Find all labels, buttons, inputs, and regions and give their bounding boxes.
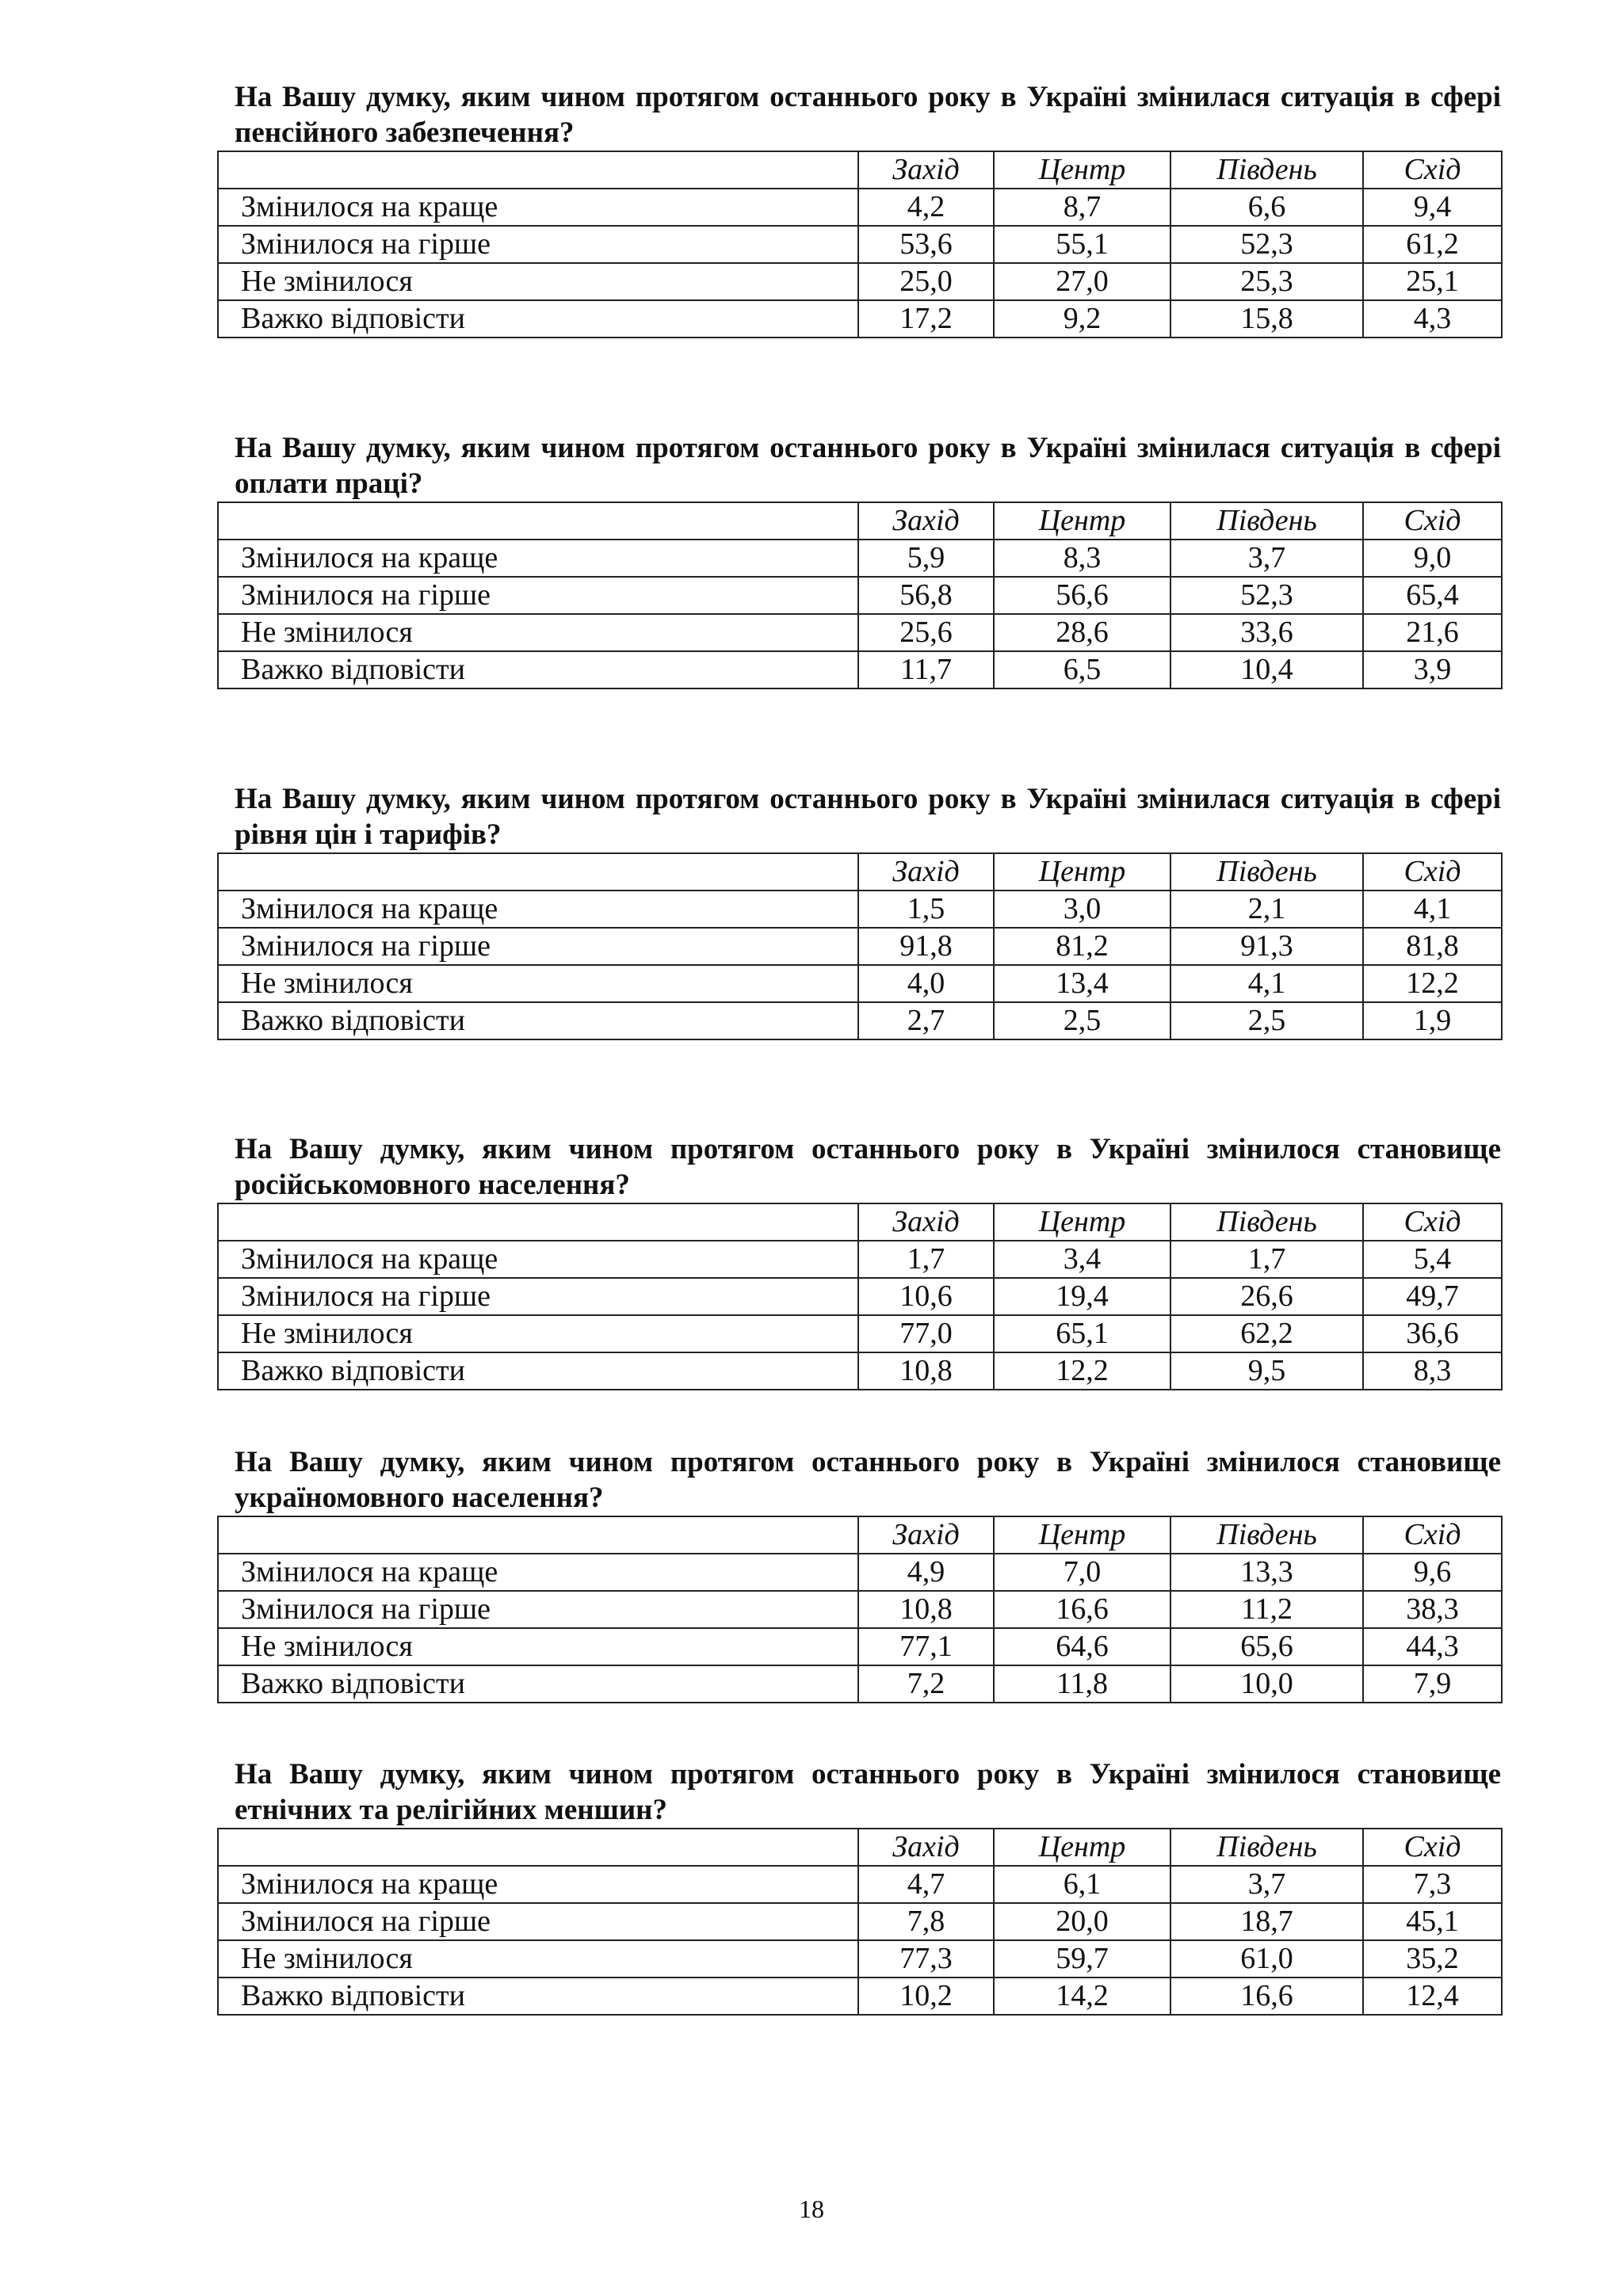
value-cell: 2,5 [994,1002,1170,1039]
results-table [217,1516,1503,1703]
value-cell: 9,0 [1363,540,1502,577]
value-cell: 36,6 [1363,1315,1502,1352]
results-table [217,502,1503,689]
header-blank-cell [218,1203,858,1241]
column-header: Центр [994,853,1170,891]
value-cell: 64,6 [994,1628,1170,1665]
table-row [218,651,1502,688]
value-cell: 12,4 [1363,1978,1502,2015]
value-cell: 13,4 [994,965,1170,1002]
value-cell: 21,6 [1363,614,1502,651]
value-cell: 52,3 [1170,577,1363,614]
value-cell: 9,5 [1170,1352,1363,1390]
value-cell: 5,4 [1363,1241,1502,1278]
survey-section [217,430,1501,689]
value-cell: 12,2 [1363,965,1502,1002]
value-cell: 1,7 [858,1241,994,1278]
value-cell: 18,7 [1170,1903,1363,1940]
row-label: Важко відповісти [218,1978,858,2015]
row-label: Не змінилося [218,614,858,651]
value-cell: 2,5 [1170,1002,1363,1039]
value-cell: 61,2 [1363,226,1502,263]
table-header-row [218,1516,1502,1554]
table-row [218,189,1502,226]
row-label: Не змінилося [218,1628,858,1665]
value-cell: 4,9 [858,1554,994,1591]
question-heading: На Вашу думку, яким чином протягом останнього року в Україні змінилася ситуація в сфері рівня цін і тарифів? [235,783,1501,851]
value-cell: 25,6 [858,614,994,651]
value-cell: 49,7 [1363,1278,1502,1315]
value-cell: 9,6 [1363,1554,1502,1591]
value-cell: 10,0 [1170,1665,1363,1703]
value-cell: 4,7 [858,1866,994,1903]
value-cell: 59,7 [994,1940,1170,1978]
column-header: Захід [858,151,994,189]
table-row [218,1940,1502,1978]
value-cell: 53,6 [858,226,994,263]
table-row [218,928,1502,965]
value-cell: 11,2 [1170,1591,1363,1628]
column-header: Захід [858,1203,994,1241]
value-cell: 3,7 [1170,540,1363,577]
row-label: Змінилося на краще [218,540,858,577]
header-blank-cell [218,151,858,189]
row-label: Змінилося на краще [218,1241,858,1278]
table-row [218,1352,1502,1390]
row-label: Важко відповісти [218,651,858,688]
table-row [218,1002,1502,1039]
value-cell: 35,2 [1363,1940,1502,1978]
value-cell: 4,0 [858,965,994,1002]
row-label: Не змінилося [218,1315,858,1352]
value-cell: 65,4 [1363,577,1502,614]
value-cell: 8,3 [994,540,1170,577]
value-cell: 77,1 [858,1628,994,1665]
table-header-row [218,1203,1502,1241]
row-label: Змінилося на краще [218,1866,858,1903]
page-number: 18 [799,2195,824,2223]
header-blank-cell [218,853,858,891]
table-row [218,1591,1502,1628]
value-cell: 7,0 [994,1554,1170,1591]
column-header: Південь [1170,151,1363,189]
value-cell: 9,4 [1363,189,1502,226]
value-cell: 52,3 [1170,226,1363,263]
question-heading: На Вашу думку, яким чином протягом останнього року в Україні змінилася ситуація в сфері пенсійного забезпечення? [235,81,1501,149]
value-cell: 12,2 [994,1352,1170,1390]
value-cell: 10,4 [1170,651,1363,688]
question-heading: На Вашу думку, яким чином протягом останнього року в Україні змінилася ситуація в сфері оплати праці? [235,432,1501,500]
column-header: Захід [858,502,994,540]
row-label: Важко відповісти [218,1665,858,1703]
value-cell: 9,2 [994,300,1170,338]
row-label: Важко відповісти [218,300,858,338]
table-header-row [218,1829,1502,1866]
header-blank-cell [218,502,858,540]
table-header-row [218,502,1502,540]
results-table [217,1828,1503,2016]
value-cell: 10,2 [858,1978,994,2015]
value-cell: 91,3 [1170,928,1363,965]
column-header: Схід [1363,853,1502,891]
value-cell: 61,0 [1170,1940,1363,1978]
row-label: Змінилося на краще [218,891,858,928]
value-cell: 4,2 [858,189,994,226]
table-row [218,1665,1502,1703]
value-cell: 91,8 [858,928,994,965]
value-cell: 5,9 [858,540,994,577]
value-cell: 56,6 [994,577,1170,614]
value-cell: 4,1 [1170,965,1363,1002]
value-cell: 10,8 [858,1352,994,1390]
value-cell: 1,9 [1363,1002,1502,1039]
value-cell: 2,7 [858,1002,994,1039]
survey-section [217,781,1501,1040]
value-cell: 1,5 [858,891,994,928]
value-cell: 11,7 [858,651,994,688]
column-header: Схід [1363,1203,1502,1241]
value-cell: 8,7 [994,189,1170,226]
value-cell: 13,3 [1170,1554,1363,1591]
value-cell: 7,8 [858,1903,994,1940]
column-header: Центр [994,1516,1170,1554]
value-cell: 6,1 [994,1866,1170,1903]
value-cell: 16,6 [1170,1978,1363,2015]
table-row [218,1278,1502,1315]
question-heading: На Вашу думку, яким чином протягом останнього року в Україні змінилося становище етнічних та релігійних меншин? [235,1758,1501,1826]
column-header: Схід [1363,151,1502,189]
row-label: Змінилося на гірше [218,577,858,614]
column-header: Схід [1363,502,1502,540]
column-header: Схід [1363,1516,1502,1554]
column-header: Центр [994,1203,1170,1241]
value-cell: 3,7 [1170,1866,1363,1903]
value-cell: 4,1 [1363,891,1502,928]
row-label: Важко відповісти [218,1002,858,1039]
value-cell: 2,1 [1170,891,1363,928]
value-cell: 44,3 [1363,1628,1502,1665]
row-label: Змінилося на гірше [218,226,858,263]
value-cell: 8,3 [1363,1352,1502,1390]
value-cell: 6,5 [994,651,1170,688]
row-label: Змінилося на гірше [218,1591,858,1628]
row-label: Не змінилося [218,263,858,300]
value-cell: 7,9 [1363,1665,1502,1703]
question-heading: На Вашу думку, яким чином протягом останнього року в Україні змінилося становище україномовного населення? [235,1446,1501,1514]
survey-section [217,1444,1501,1703]
table-row [218,1903,1502,1940]
table-row [218,1554,1502,1591]
column-header: Центр [994,1829,1170,1866]
row-label: Змінилося на краще [218,1554,858,1591]
value-cell: 81,2 [994,928,1170,965]
column-header: Південь [1170,853,1363,891]
table-row [218,891,1502,928]
value-cell: 10,6 [858,1278,994,1315]
table-row [218,1628,1502,1665]
row-label: Не змінилося [218,965,858,1002]
value-cell: 16,6 [994,1591,1170,1628]
table-row [218,577,1502,614]
value-cell: 6,6 [1170,189,1363,226]
value-cell: 45,1 [1363,1903,1502,1940]
value-cell: 55,1 [994,226,1170,263]
survey-section [217,1756,1501,2016]
value-cell: 77,0 [858,1315,994,1352]
results-table [217,852,1503,1040]
table-row [218,1241,1502,1278]
header-blank-cell [218,1829,858,1866]
table-header-row [218,853,1502,891]
column-header: Південь [1170,1203,1363,1241]
value-cell: 25,3 [1170,263,1363,300]
value-cell: 25,0 [858,263,994,300]
value-cell: 15,8 [1170,300,1363,338]
value-cell: 81,8 [1363,928,1502,965]
value-cell: 3,9 [1363,651,1502,688]
table-row [218,1978,1502,2015]
column-header: Південь [1170,1829,1363,1866]
table-row [218,226,1502,263]
column-header: Південь [1170,1516,1363,1554]
value-cell: 27,0 [994,263,1170,300]
header-blank-cell [218,1516,858,1554]
value-cell: 14,2 [994,1978,1170,2015]
value-cell: 25,1 [1363,263,1502,300]
row-label: Змінилося на гірше [218,1278,858,1315]
value-cell: 1,7 [1170,1241,1363,1278]
column-header: Центр [994,502,1170,540]
survey-section [217,1131,1501,1390]
value-cell: 62,2 [1170,1315,1363,1352]
value-cell: 19,4 [994,1278,1170,1315]
value-cell: 65,1 [994,1315,1170,1352]
value-cell: 20,0 [994,1903,1170,1940]
value-cell: 11,8 [994,1665,1170,1703]
column-header: Захід [858,1829,994,1866]
value-cell: 4,3 [1363,300,1502,338]
survey-section [217,79,1501,338]
row-label: Змінилося на гірше [218,1903,858,1940]
table-row [218,263,1502,300]
value-cell: 38,3 [1363,1591,1502,1628]
table-header-row [218,151,1502,189]
table-row [218,540,1502,577]
value-cell: 7,3 [1363,1866,1502,1903]
row-label: Змінилося на краще [218,189,858,226]
row-label: Важко відповісти [218,1352,858,1390]
column-header: Центр [994,151,1170,189]
table-row [218,1866,1502,1903]
row-label: Не змінилося [218,1940,858,1978]
value-cell: 3,4 [994,1241,1170,1278]
question-heading: На Вашу думку, яким чином протягом останнього року в Україні змінилося становище російськомовного населення? [235,1133,1501,1201]
column-header: Захід [858,1516,994,1554]
value-cell: 7,2 [858,1665,994,1703]
column-header: Схід [1363,1829,1502,1866]
value-cell: 56,8 [858,577,994,614]
row-label: Змінилося на гірше [218,928,858,965]
column-header: Захід [858,853,994,891]
value-cell: 3,0 [994,891,1170,928]
value-cell: 10,8 [858,1591,994,1628]
table-row [218,1315,1502,1352]
table-row [218,614,1502,651]
value-cell: 33,6 [1170,614,1363,651]
column-header: Південь [1170,502,1363,540]
value-cell: 26,6 [1170,1278,1363,1315]
results-table [217,151,1503,338]
value-cell: 65,6 [1170,1628,1363,1665]
table-row [218,300,1502,338]
results-table [217,1203,1503,1390]
value-cell: 77,3 [858,1940,994,1978]
value-cell: 28,6 [994,614,1170,651]
value-cell: 17,2 [858,300,994,338]
table-row [218,965,1502,1002]
